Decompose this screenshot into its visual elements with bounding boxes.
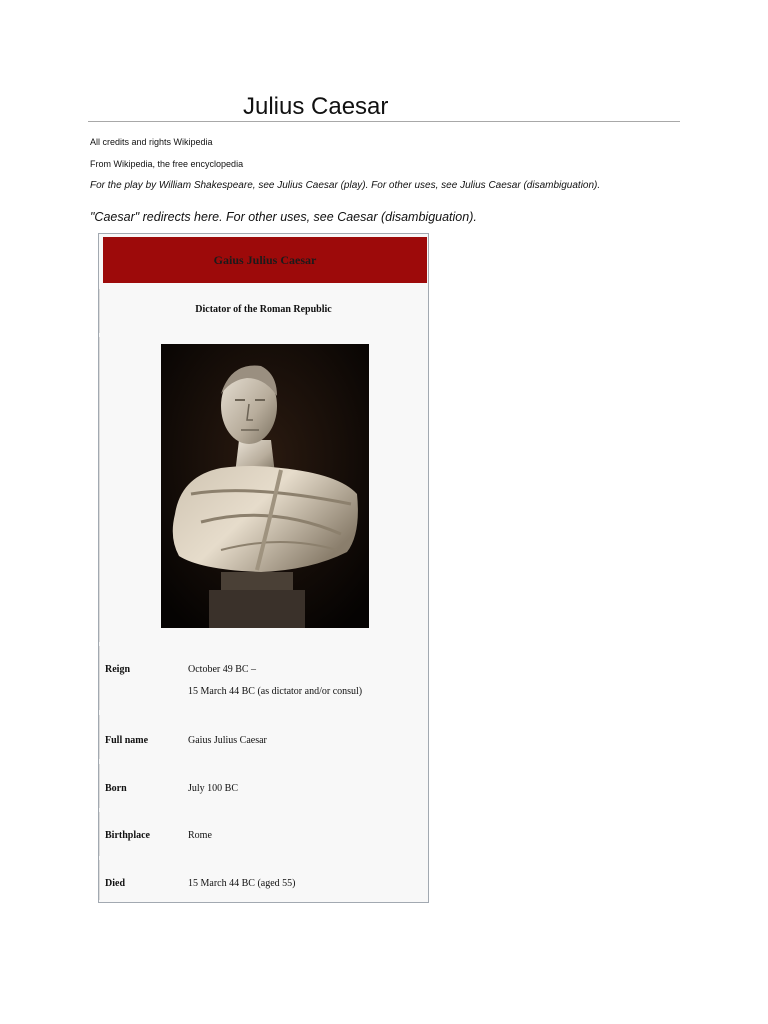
source-text: From Wikipedia, the free encyclopedia <box>90 159 244 169</box>
hatnote <box>90 179 600 193</box>
row-value-born: July 100 BC <box>188 783 239 794</box>
row-label-reign: Reign <box>105 664 130 675</box>
redirect-note <box>90 209 477 225</box>
cell-divider <box>99 860 100 900</box>
caesar-bust-image <box>161 344 369 628</box>
hatnote-suffix: . <box>597 180 601 191</box>
cell-divider <box>99 812 100 856</box>
redirect-prefix: "Caesar" redirects here. For other uses, see <box>90 210 338 224</box>
infobox-header: Gaius Julius Caesar <box>103 237 427 283</box>
row-value-reign: October 49 BC – <box>188 664 257 675</box>
row-label-full-name: Full name <box>105 735 149 746</box>
row-value-died: 15 March 44 BC (aged 55) <box>188 878 296 889</box>
credits-text: All credits and rights Wikipedia <box>90 137 213 147</box>
title-divider <box>88 121 680 122</box>
row-label-birthplace: Birthplace <box>105 830 150 841</box>
cell-divider <box>99 646 100 710</box>
redirect-suffix: . <box>473 210 477 224</box>
cell-divider <box>99 764 100 808</box>
play-link[interactable]: Julius Caesar (play) <box>277 180 366 191</box>
row-value-reign-end: 15 March 44 BC (as dictator and/or consul) <box>188 686 363 697</box>
cell-divider <box>99 337 100 642</box>
page-title: Julius Caesar <box>243 93 389 120</box>
row-value-birthplace: Rome <box>188 830 212 841</box>
cell-divider <box>99 715 100 759</box>
hatnote-middle: . For other uses, see <box>365 180 461 191</box>
row-value-full-name: Gaius Julius Caesar <box>188 735 267 746</box>
row-label-born: Born <box>105 783 127 794</box>
infobox-subtitle: Dictator of the Roman Republic <box>195 303 332 315</box>
caesar-disambiguation-link[interactable]: Caesar (disambiguation) <box>337 210 474 224</box>
disambiguation-link[interactable]: Julius Caesar (disambiguation) <box>460 180 598 191</box>
hatnote-prefix: For the play by William Shakespeare, see <box>90 180 278 191</box>
row-label-died: Died <box>105 878 125 889</box>
infobox <box>98 233 429 903</box>
